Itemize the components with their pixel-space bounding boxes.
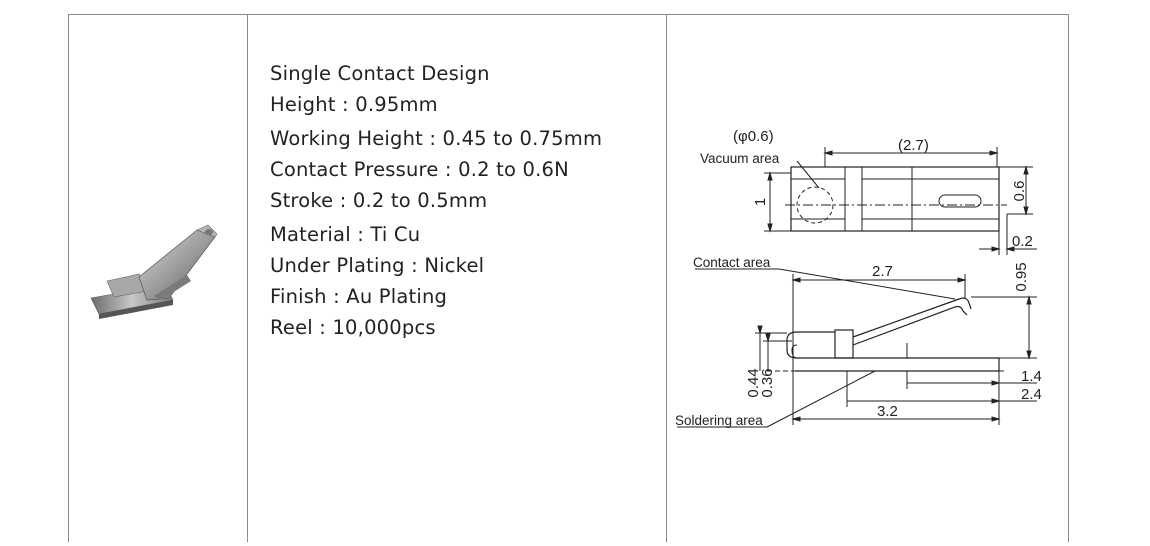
height-095-label: 0.95 — [1013, 262, 1030, 292]
dimension-drawing — [667, 15, 1068, 542]
spec-design: Single Contact Design — [270, 62, 490, 85]
dim-32-label: 3.2 — [877, 403, 898, 420]
bottom-dim-label: 0.2 — [1012, 233, 1033, 250]
length-dim-label: 2.7 — [872, 263, 893, 280]
soldering-area-label: Soldering area — [675, 413, 763, 428]
spec-reel: Reel : 10,000pcs — [270, 316, 436, 339]
product-photo-cell — [69, 15, 247, 542]
side-view — [677, 269, 1037, 427]
vacuum-area-label: Vacuum area — [700, 151, 780, 166]
specifications-cell — [248, 15, 666, 542]
spec-finish: Finish : Au Plating — [270, 285, 448, 308]
height-dim-label: 1 — [752, 197, 769, 207]
diameter-label: (φ0.6) — [733, 128, 774, 145]
top-view — [764, 147, 1037, 255]
spec-material: Material : Ti Cu — [270, 223, 421, 246]
dim-24-label: 2.4 — [1021, 386, 1042, 403]
contact-clip-photo — [69, 15, 247, 542]
technical-drawing-cell — [667, 15, 1068, 542]
spec-under-plating: Under Plating : Nickel — [270, 254, 485, 277]
width-dim-label: (2.7) — [898, 137, 929, 154]
dim-044-label: 0.44 — [745, 368, 762, 398]
spec-group-design — [270, 58, 490, 120]
spec-working-height: Working Height : 0.45 to 0.75mm — [270, 127, 603, 150]
spec-stroke: Stroke : 0.2 to 0.5mm — [270, 189, 488, 212]
dim-14-label: 1.4 — [1021, 368, 1042, 385]
right-dim-label: 0.6 — [1011, 180, 1028, 202]
dim-036-label: 0.36 — [759, 368, 776, 398]
table-border-right — [1068, 14, 1069, 542]
spec-group-material — [270, 219, 484, 343]
spec-height: Height : 0.95mm — [270, 93, 438, 116]
contact-area-label: Contact area — [693, 255, 771, 270]
spec-group-performance — [270, 123, 602, 216]
spec-contact-pressure: Contact Pressure : 0.2 to 0.6N — [270, 158, 569, 181]
